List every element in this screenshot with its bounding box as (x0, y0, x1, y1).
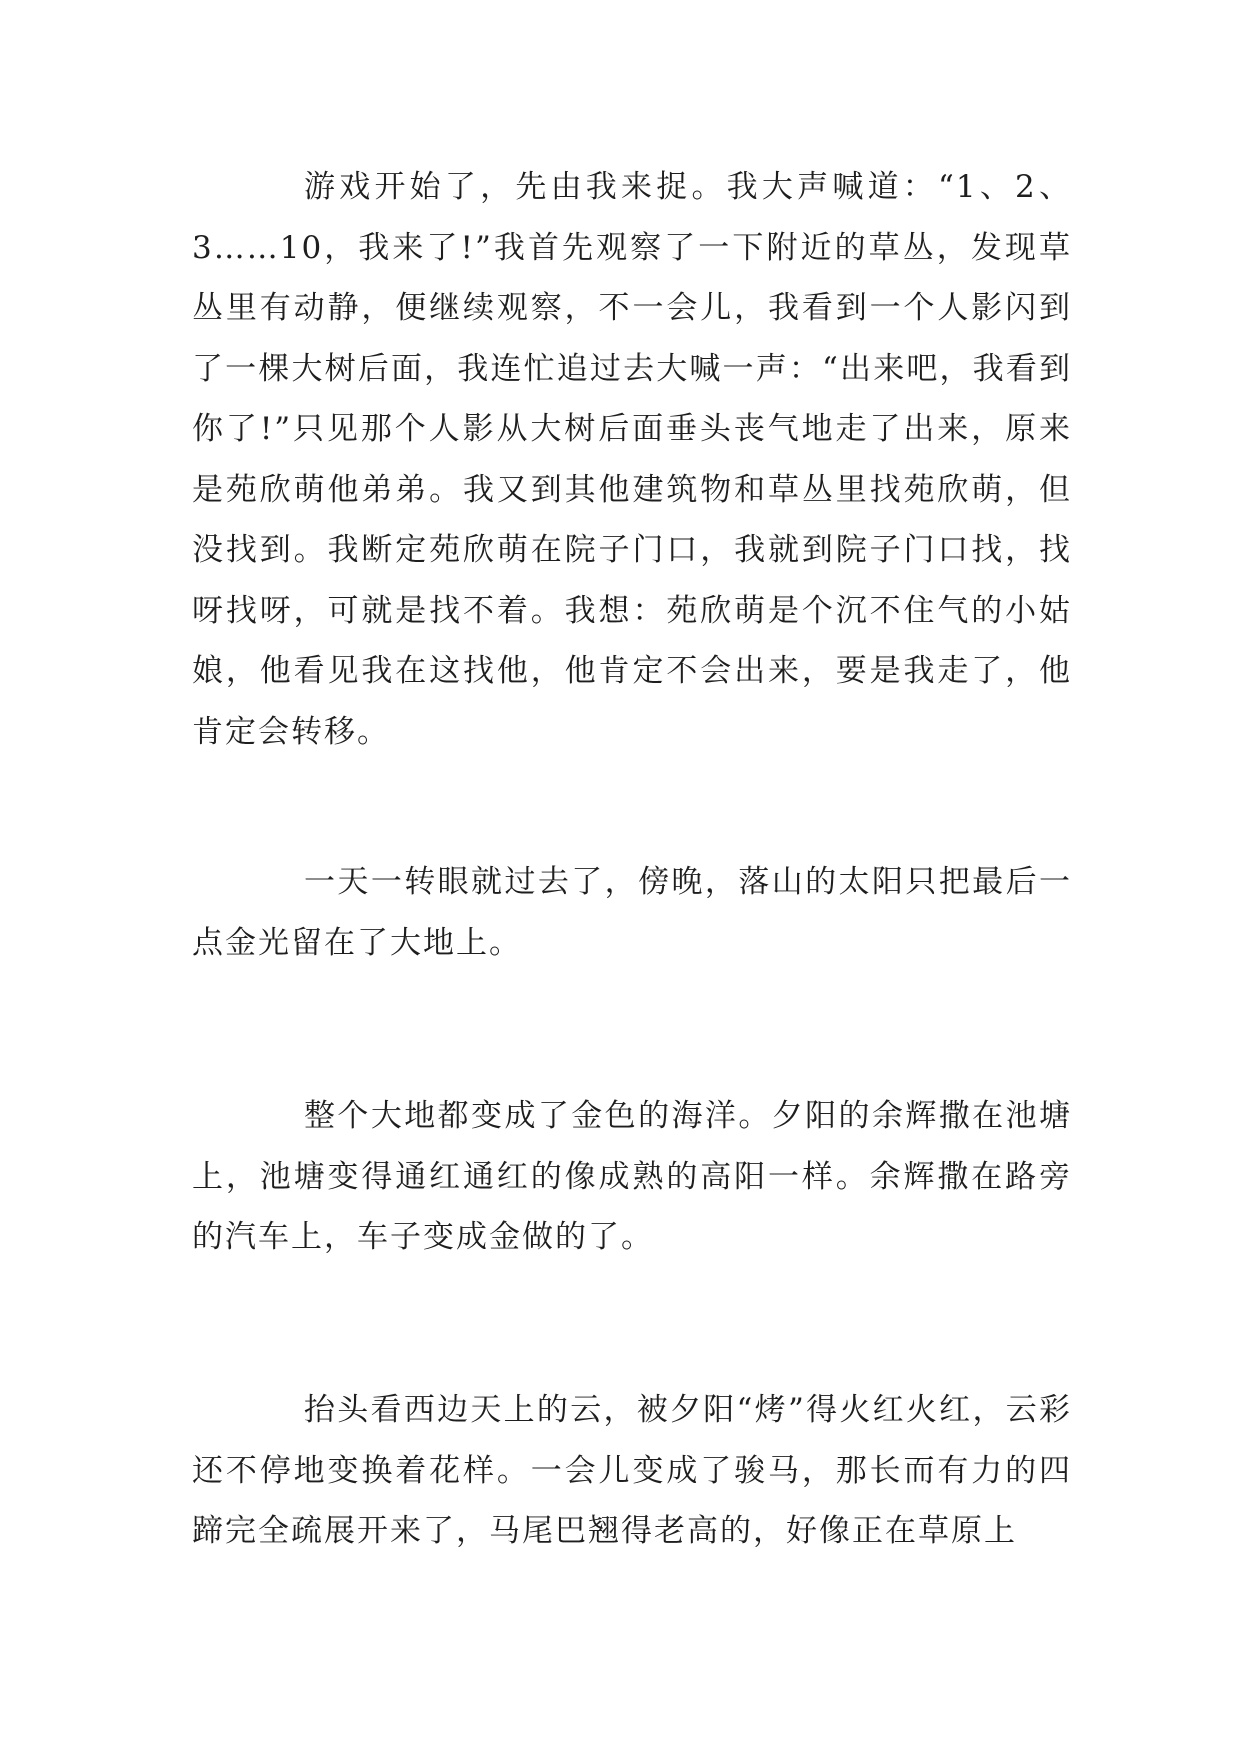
paragraph-clouds: 抬头看西边天上的云，被夕阳“烤”得火红火红，云彩还不停地变换着花样。一会儿变成了骏马，那长而有力的四蹄完全疏展开来了，马尾巴翘得老高的，好像正在草原上 (192, 1392, 1072, 1549)
paragraph-hide-and-seek: 游戏开始了，先由我来捉。我大声喊道：“1、2、3……10，我来了!”我首先观察了一下附近的草丛，发现草丛里有动静，便继续观察，不一会儿，我看到一个人影闪到了一棵大树后面，我连忙追过去大喊一声：“出来吧，我看到你了!”只见那个人影从大树后面垂头丧气地走了出来，原来是苑欣萌他弟弟。我又到其他建筑物和草丛里找苑欣萌，但没找到。我断定苑欣萌在院子门口，我就到院子门口找，找呀找呀，可就是找不着。我想：苑欣萌是个沉不住气的小姑娘，他看见我在这找他，他肯定不会出来，要是我走了，他肯定会转移。 (192, 169, 1072, 750)
paragraph-evening: 一天一转眼就过去了，傍晚，落山的太阳只把最后一点金光留在了大地上。 (192, 864, 1072, 961)
paragraph-golden-sea: 整个大地都变成了金色的海洋。夕阳的余辉撒在池塘上，池塘变得通红通红的像成熟的高阳一样。余辉撒在路旁的汽车上，车子变成金做的了。 (192, 1098, 1072, 1255)
